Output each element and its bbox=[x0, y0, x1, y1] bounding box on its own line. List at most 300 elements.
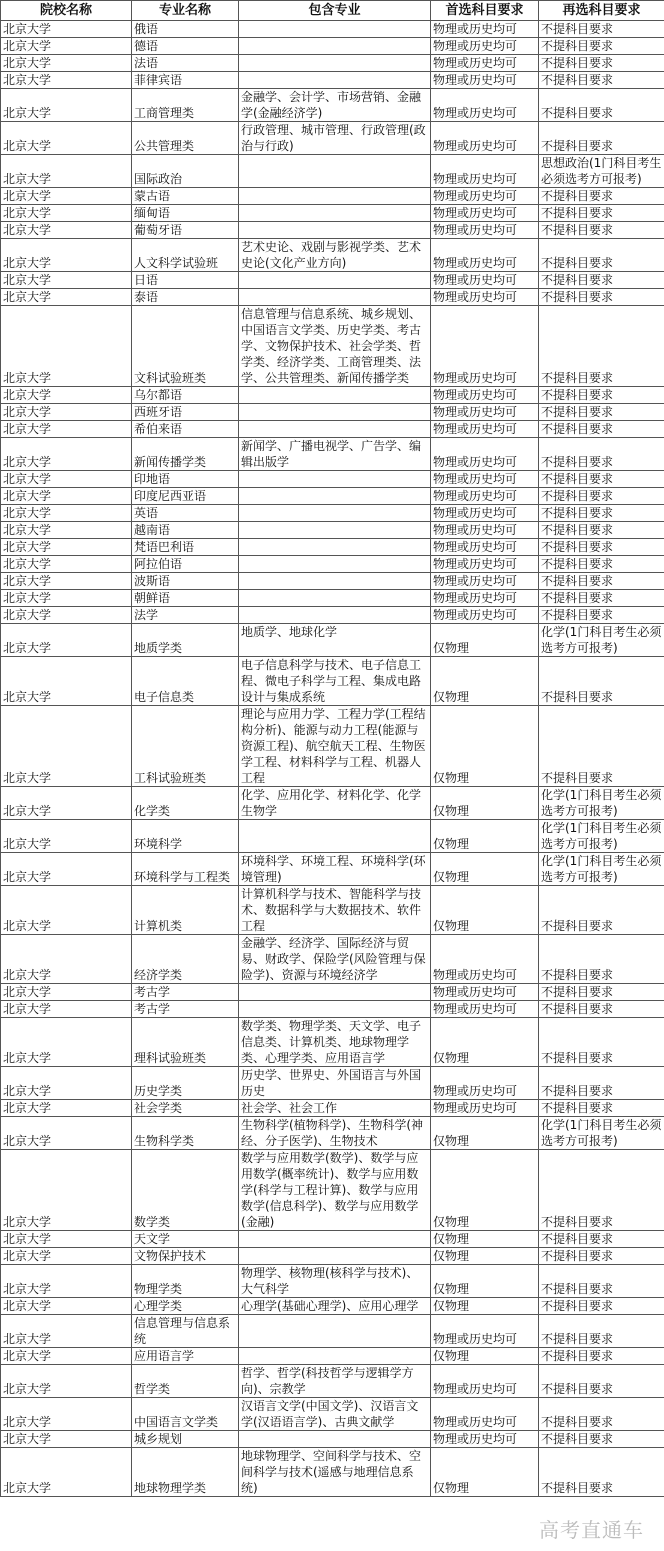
school-cell: 北京大学 bbox=[1, 1348, 132, 1365]
first-subject-cell: 物理或历史均可 bbox=[431, 272, 539, 289]
first-subject-cell: 物理或历史均可 bbox=[431, 1001, 539, 1018]
table-row bbox=[1, 1315, 664, 1348]
first-subject-cell: 物理或历史均可 bbox=[431, 1315, 539, 1348]
major-cell: 法学 bbox=[132, 607, 239, 624]
included-majors-cell bbox=[239, 505, 431, 522]
major-cell: 数学类 bbox=[132, 1150, 239, 1231]
table-row bbox=[1, 935, 664, 984]
included-majors-cell bbox=[239, 984, 431, 1001]
table-row bbox=[1, 657, 664, 706]
table-row bbox=[1, 1448, 664, 1497]
second-subject-cell: 不提科目要求 bbox=[539, 522, 664, 539]
first-subject-cell: 物理或历史均可 bbox=[431, 289, 539, 306]
second-subject-cell: 不提科目要求 bbox=[539, 1448, 664, 1497]
second-subject-cell: 不提科目要求 bbox=[539, 72, 664, 89]
major-cell: 乌尔都语 bbox=[132, 387, 239, 404]
table-row bbox=[1, 1001, 664, 1018]
first-subject-cell: 物理或历史均可 bbox=[431, 188, 539, 205]
table-row bbox=[1, 272, 664, 289]
table-row bbox=[1, 1265, 664, 1298]
table-body bbox=[1, 21, 664, 1497]
header-included: 包含专业 bbox=[239, 1, 431, 21]
major-cell: 社会学类 bbox=[132, 1100, 239, 1117]
second-subject-cell: 不提科目要求 bbox=[539, 1067, 664, 1100]
first-subject-cell: 物理或历史均可 bbox=[431, 421, 539, 438]
first-subject-cell: 物理或历史均可 bbox=[431, 89, 539, 122]
school-cell: 北京大学 bbox=[1, 1315, 132, 1348]
included-majors-cell: 艺术史论、戏剧与影视学类、艺术史论(文化产业方向) bbox=[239, 239, 431, 272]
first-subject-cell: 物理或历史均可 bbox=[431, 205, 539, 222]
school-cell: 北京大学 bbox=[1, 853, 132, 886]
school-cell: 北京大学 bbox=[1, 522, 132, 539]
first-subject-cell: 物理或历史均可 bbox=[431, 1365, 539, 1398]
table-row bbox=[1, 72, 664, 89]
table-row bbox=[1, 387, 664, 404]
table-row bbox=[1, 1100, 664, 1117]
table-row bbox=[1, 306, 664, 387]
school-cell: 北京大学 bbox=[1, 607, 132, 624]
school-cell: 北京大学 bbox=[1, 1117, 132, 1150]
first-subject-cell: 物理或历史均可 bbox=[431, 222, 539, 239]
included-majors-cell: 新闻学、广播电视学、广告学、编辑出版学 bbox=[239, 438, 431, 471]
second-subject-cell: 不提科目要求 bbox=[539, 188, 664, 205]
school-cell: 北京大学 bbox=[1, 21, 132, 38]
major-cell: 中国语言文学类 bbox=[132, 1398, 239, 1431]
table-row bbox=[1, 222, 664, 239]
second-subject-cell: 不提科目要求 bbox=[539, 1001, 664, 1018]
first-subject-cell: 物理或历史均可 bbox=[431, 1431, 539, 1448]
major-cell: 工科试验班类 bbox=[132, 706, 239, 787]
table-row bbox=[1, 787, 664, 820]
table-row bbox=[1, 188, 664, 205]
table-row bbox=[1, 706, 664, 787]
school-cell: 北京大学 bbox=[1, 1448, 132, 1497]
second-subject-cell: 不提科目要求 bbox=[539, 1398, 664, 1431]
first-subject-cell: 仅物理 bbox=[431, 624, 539, 657]
second-subject-cell: 不提科目要求 bbox=[539, 1348, 664, 1365]
included-majors-cell bbox=[239, 21, 431, 38]
major-cell: 菲律宾语 bbox=[132, 72, 239, 89]
included-majors-cell bbox=[239, 1348, 431, 1365]
table-row bbox=[1, 1067, 664, 1100]
second-subject-cell: 不提科目要求 bbox=[539, 1431, 664, 1448]
major-cell: 印地语 bbox=[132, 471, 239, 488]
second-subject-cell: 不提科目要求 bbox=[539, 556, 664, 573]
included-majors-cell bbox=[239, 72, 431, 89]
major-cell: 蒙古语 bbox=[132, 188, 239, 205]
major-cell: 俄语 bbox=[132, 21, 239, 38]
major-cell: 计算机类 bbox=[132, 886, 239, 935]
included-majors-cell bbox=[239, 590, 431, 607]
first-subject-cell: 仅物理 bbox=[431, 1150, 539, 1231]
major-cell: 化学类 bbox=[132, 787, 239, 820]
school-cell: 北京大学 bbox=[1, 984, 132, 1001]
second-subject-cell: 不提科目要求 bbox=[539, 387, 664, 404]
table-row bbox=[1, 488, 664, 505]
second-subject-cell: 不提科目要求 bbox=[539, 573, 664, 590]
school-cell: 北京大学 bbox=[1, 222, 132, 239]
first-subject-cell: 仅物理 bbox=[431, 787, 539, 820]
second-subject-cell: 不提科目要求 bbox=[539, 1298, 664, 1315]
table-row bbox=[1, 1018, 664, 1067]
included-majors-cell bbox=[239, 387, 431, 404]
second-subject-cell: 不提科目要求 bbox=[539, 38, 664, 55]
major-cell: 考古学 bbox=[132, 1001, 239, 1018]
included-majors-cell: 化学、应用化学、材料化学、化学生物学 bbox=[239, 787, 431, 820]
second-subject-cell: 不提科目要求 bbox=[539, 984, 664, 1001]
second-subject-cell: 不提科目要求 bbox=[539, 222, 664, 239]
second-subject-cell: 不提科目要求 bbox=[539, 657, 664, 706]
table-row bbox=[1, 607, 664, 624]
first-subject-cell: 物理或历史均可 bbox=[431, 72, 539, 89]
major-cell: 工商管理类 bbox=[132, 89, 239, 122]
school-cell: 北京大学 bbox=[1, 935, 132, 984]
included-majors-cell: 行政管理、城市管理、行政管理(政治与行政) bbox=[239, 122, 431, 155]
table-row bbox=[1, 853, 664, 886]
first-subject-cell: 仅物理 bbox=[431, 1265, 539, 1298]
second-subject-cell: 化学(1门科目考生必须选考方可报考) bbox=[539, 1117, 664, 1150]
major-cell: 历史学类 bbox=[132, 1067, 239, 1100]
first-subject-cell: 仅物理 bbox=[431, 1117, 539, 1150]
school-cell: 北京大学 bbox=[1, 404, 132, 421]
included-majors-cell bbox=[239, 607, 431, 624]
second-subject-cell: 不提科目要求 bbox=[539, 89, 664, 122]
header-first-subject: 首选科目要求 bbox=[431, 1, 539, 21]
second-subject-cell: 不提科目要求 bbox=[539, 505, 664, 522]
major-cell: 生物科学类 bbox=[132, 1117, 239, 1150]
included-majors-cell bbox=[239, 573, 431, 590]
school-cell: 北京大学 bbox=[1, 539, 132, 556]
major-cell: 信息管理与信息系统 bbox=[132, 1315, 239, 1348]
school-cell: 北京大学 bbox=[1, 505, 132, 522]
table-row bbox=[1, 1365, 664, 1398]
table-row bbox=[1, 1117, 664, 1150]
included-majors-cell bbox=[239, 421, 431, 438]
table-row bbox=[1, 38, 664, 55]
school-cell: 北京大学 bbox=[1, 886, 132, 935]
second-subject-cell: 不提科目要求 bbox=[539, 935, 664, 984]
school-cell: 北京大学 bbox=[1, 573, 132, 590]
school-cell: 北京大学 bbox=[1, 556, 132, 573]
school-cell: 北京大学 bbox=[1, 122, 132, 155]
first-subject-cell: 仅物理 bbox=[431, 853, 539, 886]
first-subject-cell: 仅物理 bbox=[431, 1298, 539, 1315]
included-majors-cell bbox=[239, 1248, 431, 1265]
table-row bbox=[1, 1398, 664, 1431]
major-cell: 朝鲜语 bbox=[132, 590, 239, 607]
school-cell: 北京大学 bbox=[1, 188, 132, 205]
included-majors-cell: 地球物理学、空间科学与技术、空间科学与技术(遥感与地理信息系统) bbox=[239, 1448, 431, 1497]
second-subject-cell: 不提科目要求 bbox=[539, 306, 664, 387]
school-cell: 北京大学 bbox=[1, 55, 132, 72]
second-subject-cell: 不提科目要求 bbox=[539, 55, 664, 72]
major-cell: 应用语言学 bbox=[132, 1348, 239, 1365]
included-majors-cell: 地质学、地球化学 bbox=[239, 624, 431, 657]
second-subject-cell: 化学(1门科目考生必须选考方可报考) bbox=[539, 787, 664, 820]
second-subject-cell: 不提科目要求 bbox=[539, 205, 664, 222]
first-subject-cell: 仅物理 bbox=[431, 1348, 539, 1365]
school-cell: 北京大学 bbox=[1, 590, 132, 607]
major-cell: 心理学类 bbox=[132, 1298, 239, 1315]
school-cell: 北京大学 bbox=[1, 1067, 132, 1100]
second-subject-cell: 不提科目要求 bbox=[539, 590, 664, 607]
school-cell: 北京大学 bbox=[1, 1018, 132, 1067]
first-subject-cell: 仅物理 bbox=[431, 706, 539, 787]
included-majors-cell bbox=[239, 222, 431, 239]
first-subject-cell: 物理或历史均可 bbox=[431, 306, 539, 387]
included-majors-cell bbox=[239, 1001, 431, 1018]
table-row bbox=[1, 122, 664, 155]
included-majors-cell: 心理学(基础心理学)、应用心理学 bbox=[239, 1298, 431, 1315]
school-cell: 北京大学 bbox=[1, 272, 132, 289]
major-cell: 阿拉伯语 bbox=[132, 556, 239, 573]
first-subject-cell: 物理或历史均可 bbox=[431, 239, 539, 272]
header-major: 专业名称 bbox=[132, 1, 239, 21]
major-cell: 印度尼西亚语 bbox=[132, 488, 239, 505]
first-subject-cell: 物理或历史均可 bbox=[431, 539, 539, 556]
included-majors-cell bbox=[239, 1315, 431, 1348]
included-majors-cell: 电子信息科学与技术、电子信息工程、微电子科学与工程、集成电路设计与集成系统 bbox=[239, 657, 431, 706]
table-row bbox=[1, 984, 664, 1001]
first-subject-cell: 物理或历史均可 bbox=[431, 55, 539, 72]
major-cell: 希伯来语 bbox=[132, 421, 239, 438]
table-row bbox=[1, 1348, 664, 1365]
table-row bbox=[1, 21, 664, 38]
major-cell: 哲学类 bbox=[132, 1365, 239, 1398]
second-subject-cell: 不提科目要求 bbox=[539, 438, 664, 471]
table-row bbox=[1, 1248, 664, 1265]
first-subject-cell: 物理或历史均可 bbox=[431, 1398, 539, 1431]
first-subject-cell: 物理或历史均可 bbox=[431, 471, 539, 488]
major-cell: 地质学类 bbox=[132, 624, 239, 657]
header-second-subject: 再选科目要求 bbox=[539, 1, 664, 21]
first-subject-cell: 物理或历史均可 bbox=[431, 21, 539, 38]
second-subject-cell: 不提科目要求 bbox=[539, 471, 664, 488]
second-subject-cell: 化学(1门科目考生必须选考方可报考) bbox=[539, 624, 664, 657]
included-majors-cell bbox=[239, 522, 431, 539]
table-row bbox=[1, 1431, 664, 1448]
first-subject-cell: 物理或历史均可 bbox=[431, 122, 539, 155]
table-row bbox=[1, 155, 664, 188]
second-subject-cell: 不提科目要求 bbox=[539, 122, 664, 155]
school-cell: 北京大学 bbox=[1, 1248, 132, 1265]
second-subject-cell: 不提科目要求 bbox=[539, 1248, 664, 1265]
included-majors-cell bbox=[239, 488, 431, 505]
included-majors-cell bbox=[239, 188, 431, 205]
first-subject-cell: 物理或历史均可 bbox=[431, 607, 539, 624]
school-cell: 北京大学 bbox=[1, 421, 132, 438]
table-row bbox=[1, 89, 664, 122]
included-majors-cell: 环境科学、环境工程、环境科学(环境管理) bbox=[239, 853, 431, 886]
second-subject-cell: 不提科目要求 bbox=[539, 1315, 664, 1348]
included-majors-cell bbox=[239, 539, 431, 556]
major-cell: 新闻传播学类 bbox=[132, 438, 239, 471]
included-majors-cell: 计算机科学与技术、智能科学与技术、数据科学与大数据技术、软件工程 bbox=[239, 886, 431, 935]
table-row bbox=[1, 205, 664, 222]
included-majors-cell: 汉语言文学(中国文学)、汉语言文学(汉语语言学)、古典文献学 bbox=[239, 1398, 431, 1431]
major-cell: 德语 bbox=[132, 38, 239, 55]
first-subject-cell: 仅物理 bbox=[431, 657, 539, 706]
first-subject-cell: 物理或历史均可 bbox=[431, 590, 539, 607]
included-majors-cell: 金融学、经济学、国际经济与贸易、财政学、保险学(风险管理与保险学)、资源与环境经济学 bbox=[239, 935, 431, 984]
table-row bbox=[1, 624, 664, 657]
first-subject-cell: 物理或历史均可 bbox=[431, 573, 539, 590]
table-row bbox=[1, 1150, 664, 1231]
included-majors-cell: 信息管理与信息系统、城乡规划、中国语言文学类、历史学类、考古学、文物保护技术、社会学类、哲学类、经济学类、工商管理类、法学、公共管理类、新闻传播学类 bbox=[239, 306, 431, 387]
first-subject-cell: 物理或历史均可 bbox=[431, 1100, 539, 1117]
school-cell: 北京大学 bbox=[1, 155, 132, 188]
table-row bbox=[1, 438, 664, 471]
major-cell: 越南语 bbox=[132, 522, 239, 539]
included-majors-cell bbox=[239, 404, 431, 421]
school-cell: 北京大学 bbox=[1, 657, 132, 706]
first-subject-cell: 仅物理 bbox=[431, 886, 539, 935]
first-subject-cell: 仅物理 bbox=[431, 1231, 539, 1248]
major-cell: 西班牙语 bbox=[132, 404, 239, 421]
second-subject-cell: 不提科目要求 bbox=[539, 1150, 664, 1231]
major-cell: 天文学 bbox=[132, 1231, 239, 1248]
first-subject-cell: 物理或历史均可 bbox=[431, 935, 539, 984]
included-majors-cell bbox=[239, 55, 431, 72]
table-row bbox=[1, 590, 664, 607]
first-subject-cell: 物理或历史均可 bbox=[431, 438, 539, 471]
included-majors-cell bbox=[239, 1431, 431, 1448]
first-subject-cell: 仅物理 bbox=[431, 820, 539, 853]
major-cell: 环境科学 bbox=[132, 820, 239, 853]
major-cell: 波斯语 bbox=[132, 573, 239, 590]
second-subject-cell: 不提科目要求 bbox=[539, 1265, 664, 1298]
major-cell: 理科试验班类 bbox=[132, 1018, 239, 1067]
included-majors-cell bbox=[239, 471, 431, 488]
included-majors-cell: 数学与应用数学(数学)、数学与应用数学(概率统计)、数学与应用数学(科学与工程计算)、数学与应用数学(信息科学)、数学与应用数学(金融) bbox=[239, 1150, 431, 1231]
second-subject-cell: 不提科目要求 bbox=[539, 272, 664, 289]
included-majors-cell bbox=[239, 820, 431, 853]
second-subject-cell: 不提科目要求 bbox=[539, 488, 664, 505]
school-cell: 北京大学 bbox=[1, 787, 132, 820]
first-subject-cell: 物理或历史均可 bbox=[431, 505, 539, 522]
school-cell: 北京大学 bbox=[1, 1298, 132, 1315]
second-subject-cell: 不提科目要求 bbox=[539, 239, 664, 272]
major-cell: 英语 bbox=[132, 505, 239, 522]
major-cell: 文物保护技术 bbox=[132, 1248, 239, 1265]
table-row bbox=[1, 239, 664, 272]
included-majors-cell: 理论与应用力学、工程力学(工程结构分析)、能源与动力工程(能源与资源工程)、航空航天工程、生物医学工程、材料科学与工程、机器人工程 bbox=[239, 706, 431, 787]
major-cell: 电子信息类 bbox=[132, 657, 239, 706]
school-cell: 北京大学 bbox=[1, 1431, 132, 1448]
table-row bbox=[1, 505, 664, 522]
table-row bbox=[1, 556, 664, 573]
school-cell: 北京大学 bbox=[1, 820, 132, 853]
first-subject-cell: 物理或历史均可 bbox=[431, 155, 539, 188]
school-cell: 北京大学 bbox=[1, 624, 132, 657]
major-cell: 城乡规划 bbox=[132, 1431, 239, 1448]
second-subject-cell: 不提科目要求 bbox=[539, 1231, 664, 1248]
second-subject-cell: 不提科目要求 bbox=[539, 886, 664, 935]
second-subject-cell: 不提科目要求 bbox=[539, 421, 664, 438]
second-subject-cell: 不提科目要求 bbox=[539, 404, 664, 421]
major-cell: 文科试验班类 bbox=[132, 306, 239, 387]
table-row bbox=[1, 1298, 664, 1315]
major-cell: 经济学类 bbox=[132, 935, 239, 984]
major-cell: 葡萄牙语 bbox=[132, 222, 239, 239]
first-subject-cell: 物理或历史均可 bbox=[431, 387, 539, 404]
major-cell: 法语 bbox=[132, 55, 239, 72]
school-cell: 北京大学 bbox=[1, 289, 132, 306]
table-row bbox=[1, 404, 664, 421]
second-subject-cell: 不提科目要求 bbox=[539, 1365, 664, 1398]
second-subject-cell: 不提科目要求 bbox=[539, 1100, 664, 1117]
included-majors-cell: 历史学、世界史、外国语言与外国历史 bbox=[239, 1067, 431, 1100]
watermark: 高考直通车 bbox=[539, 1518, 644, 1542]
major-cell: 地球物理学类 bbox=[132, 1448, 239, 1497]
major-cell: 泰语 bbox=[132, 289, 239, 306]
school-cell: 北京大学 bbox=[1, 1100, 132, 1117]
included-majors-cell bbox=[239, 38, 431, 55]
school-cell: 北京大学 bbox=[1, 1365, 132, 1398]
second-subject-cell: 不提科目要求 bbox=[539, 21, 664, 38]
school-cell: 北京大学 bbox=[1, 488, 132, 505]
header-school: 院校名称 bbox=[1, 1, 132, 21]
school-cell: 北京大学 bbox=[1, 387, 132, 404]
major-cell: 梵语巴利语 bbox=[132, 539, 239, 556]
first-subject-cell: 物理或历史均可 bbox=[431, 38, 539, 55]
second-subject-cell: 化学(1门科目考生必须选考方可报考) bbox=[539, 853, 664, 886]
first-subject-cell: 物理或历史均可 bbox=[431, 404, 539, 421]
school-cell: 北京大学 bbox=[1, 205, 132, 222]
table-row bbox=[1, 886, 664, 935]
included-majors-cell: 数学类、物理学类、天文学、电子信息类、计算机类、地球物理学类、心理学类、应用语言学 bbox=[239, 1018, 431, 1067]
second-subject-cell: 不提科目要求 bbox=[539, 607, 664, 624]
major-cell: 公共管理类 bbox=[132, 122, 239, 155]
first-subject-cell: 物理或历史均可 bbox=[431, 488, 539, 505]
second-subject-cell: 不提科目要求 bbox=[539, 289, 664, 306]
first-subject-cell: 物理或历史均可 bbox=[431, 1067, 539, 1100]
major-cell: 缅甸语 bbox=[132, 205, 239, 222]
major-cell: 环境科学与工程类 bbox=[132, 853, 239, 886]
major-cell: 日语 bbox=[132, 272, 239, 289]
table-row bbox=[1, 573, 664, 590]
first-subject-cell: 物理或历史均可 bbox=[431, 556, 539, 573]
school-cell: 北京大学 bbox=[1, 306, 132, 387]
school-cell: 北京大学 bbox=[1, 1150, 132, 1231]
table-row bbox=[1, 1231, 664, 1248]
included-majors-cell bbox=[239, 556, 431, 573]
included-majors-cell: 物理学、核物理(核科学与技术)、大气科学 bbox=[239, 1265, 431, 1298]
major-cell: 物理学类 bbox=[132, 1265, 239, 1298]
included-majors-cell: 社会学、社会工作 bbox=[239, 1100, 431, 1117]
school-cell: 北京大学 bbox=[1, 1398, 132, 1431]
school-cell: 北京大学 bbox=[1, 1001, 132, 1018]
included-majors-cell: 生物科学(植物科学)、生物科学(神经、分子医学)、生物技术 bbox=[239, 1117, 431, 1150]
first-subject-cell: 物理或历史均可 bbox=[431, 984, 539, 1001]
included-majors-cell bbox=[239, 272, 431, 289]
second-subject-cell: 不提科目要求 bbox=[539, 539, 664, 556]
included-majors-cell bbox=[239, 289, 431, 306]
header-row bbox=[1, 1, 664, 21]
first-subject-cell: 仅物理 bbox=[431, 1248, 539, 1265]
major-cell: 国际政治 bbox=[132, 155, 239, 188]
included-majors-cell: 哲学、哲学(科技哲学与逻辑学方向)、宗教学 bbox=[239, 1365, 431, 1398]
included-majors-cell bbox=[239, 205, 431, 222]
school-cell: 北京大学 bbox=[1, 438, 132, 471]
first-subject-cell: 仅物理 bbox=[431, 1448, 539, 1497]
second-subject-cell: 不提科目要求 bbox=[539, 1018, 664, 1067]
school-cell: 北京大学 bbox=[1, 239, 132, 272]
second-subject-cell: 不提科目要求 bbox=[539, 706, 664, 787]
second-subject-cell: 化学(1门科目考生必须选考方可报考) bbox=[539, 820, 664, 853]
school-cell: 北京大学 bbox=[1, 1265, 132, 1298]
school-cell: 北京大学 bbox=[1, 89, 132, 122]
